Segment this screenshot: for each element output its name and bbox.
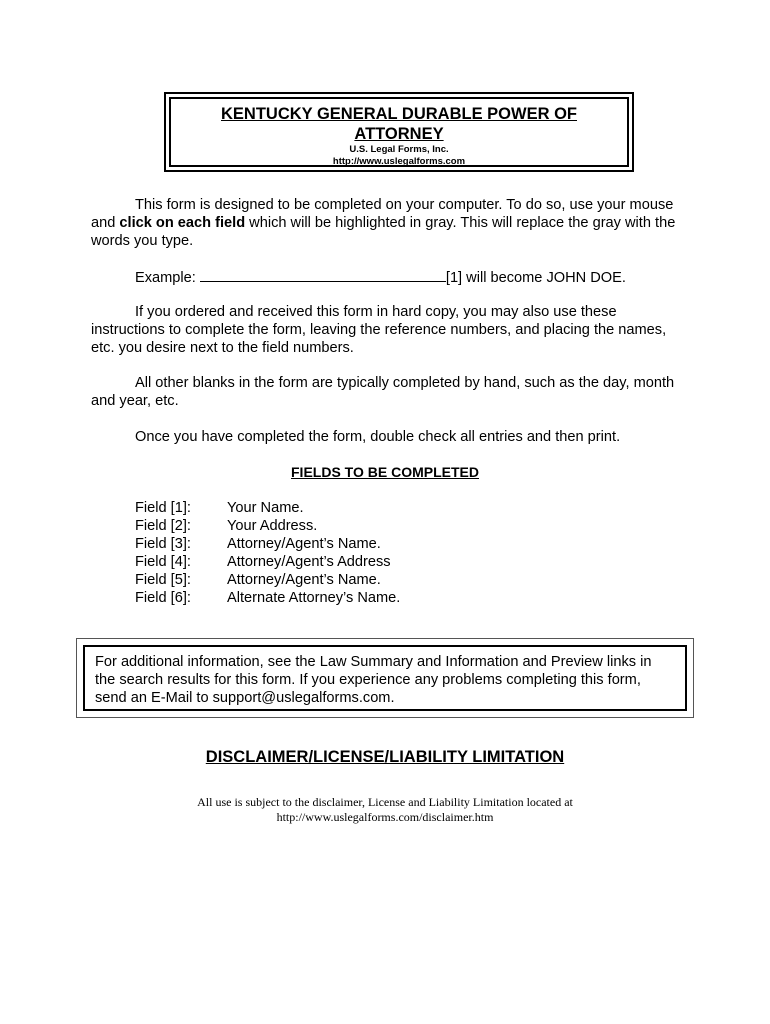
field-id: Field [3]: <box>135 536 191 552</box>
intro-text-part1: This form is designed to be completed on your computer. To do so, use your mouse and <box>91 197 674 231</box>
info-text: For additional information, see the Law Summary and Information and Preview links in the search results for this form. If you experience any problems completing this form, send an E-Mail to support@uslegalforms.com. <box>83 645 687 711</box>
example-blank-line <box>200 267 446 282</box>
field-label: Your Name. <box>227 500 304 516</box>
field-id: Field [4]: <box>135 554 191 570</box>
field-row <box>135 517 400 535</box>
field-row <box>135 553 400 571</box>
field-label: Attorney/Agent’s Address <box>227 554 391 570</box>
field-id: Field [6]: <box>135 590 191 606</box>
example-label: Example: <box>135 270 200 286</box>
header-inner-border <box>169 97 629 167</box>
disclaimer-heading: DISCLAIMER/LICENSE/LIABILITY LIMITATION <box>205 748 565 766</box>
intro-text-bold: click on each field <box>119 215 246 231</box>
disclaimer-line-1: All use is subject to the disclaimer, License and Liability Limitation located at <box>197 795 573 809</box>
intro-paragraph <box>91 196 681 250</box>
info-box <box>76 638 694 718</box>
fields-list <box>135 499 400 607</box>
field-id: Field [2]: <box>135 518 191 534</box>
example-paragraph <box>135 267 695 287</box>
field-row <box>135 589 400 607</box>
field-label: Attorney/Agent’s Name. <box>227 536 381 552</box>
field-row <box>135 499 400 517</box>
field-id: Field [1]: <box>135 500 191 516</box>
disclaimer-text <box>0 795 770 825</box>
field-row <box>135 535 400 553</box>
company-name: U.S. Legal Forms, Inc. <box>349 144 449 155</box>
hard-copy-paragraph: If you ordered and received this form in hard copy, you may also use these instructions to complete the form, leaving the reference numbers, and placing the names, etc. you desire next to the field numbers. <box>91 304 667 356</box>
disclaimer-url: http://www.uslegalforms.com/disclaimer.htm <box>276 810 494 824</box>
intro-text-part2: which will be highlighted in gray. This will replace the gray with the words you type. <box>91 215 676 249</box>
example-suffix: [1] will become JOHN DOE. <box>445 270 626 286</box>
header-box <box>164 92 634 172</box>
blanks-paragraph: All other blanks in the form are typically completed by hand, such as the day, month and year, etc. <box>91 375 675 409</box>
field-label: Alternate Attorney’s Name. <box>227 590 401 606</box>
document-title: KENTUCKY GENERAL DURABLE POWER OF ATTORNEY <box>221 105 577 143</box>
fields-heading: FIELDS TO BE COMPLETED <box>291 464 479 480</box>
field-label: Attorney/Agent’s Name. <box>227 572 381 588</box>
print-paragraph: Once you have completed the form, double check all entries and then print. <box>135 429 621 445</box>
field-label: Your Address. <box>227 518 318 534</box>
field-id: Field [5]: <box>135 572 191 588</box>
company-url: http://www.uslegalforms.com <box>332 156 466 167</box>
field-row <box>135 571 400 589</box>
